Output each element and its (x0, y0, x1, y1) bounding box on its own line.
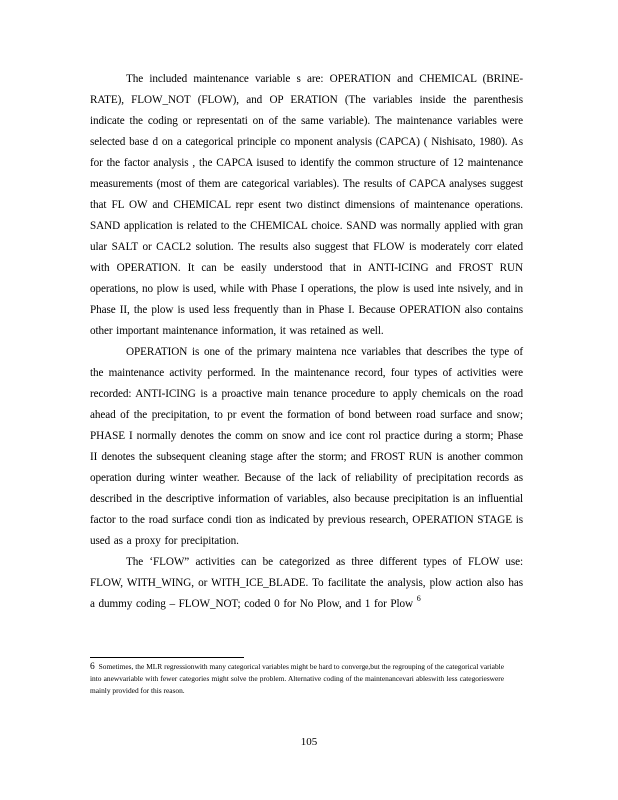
footnote-separator (90, 657, 244, 658)
page-number: 105 (300, 736, 318, 748)
paragraph-operation: OPERATION is one of the primary maintena nce variables that describes the type of the maintenance activity performed. In the maintenance record, four types of activities were recorded: ANTI-ICING is a proactive main tenance procedure to apply chemicals on the road ahead of the precipitation, to pr event the formation of bond between road surface and snow; PHASE I normally denotes the comm on snow and ice cont rol practice during a storm; Phase II denotes the subsequent cleaning stage after the storm; and FROST RUN is another common operation during winter weather. Because of the lack of reliability of precipitation records as described in the descriptive information of variables, also because precipitation is an influential factor to the road surface condi tion as indicated by previous research, OPERATION STAGE is used as a proxy for precipitation. (90, 346, 523, 547)
footnote-number: 6 (90, 662, 95, 672)
footnote (90, 661, 504, 697)
paragraph-maintenance-variables: The included maintenance variable s are: OPERATION and CHEMICAL (BRINE-RATE), FLOW_NOT (FLOW), and OP ERATION (The variables inside the parenthesis indicate the coding or representati on of the same variable). The maintenance variables were selected base d on a categorical principle co mponent analysis (CAPCA) ( Nishisato, 1980). As for the factor analysis , the CAPCA isused to identify the common structure of 12 maintenance measurements (most of them are categorical variables). The results of CAPCA analyses suggest that FL OW and CHEMICAL repr esent two distinct dimensions of maintenance operations. SAND application is related to the CHEMICAL choice. SAND was normally applied with gran ular SALT or CACL2 solution. The results also suggest that FLOW is moderately corr elated with OPERATION. It can be easily understood that in ANTI-ICING and FROST RUN operations, no plow is used, while with Phase I operations, the plow is used inte nsively, and in Phase II, the plow is used less frequently than in Phase I. Because OPERATION also contains other important maintenance information, it was retained as well. (90, 73, 523, 337)
footnote-text: Sometimes, the MLR regressionwith many categorical variables might be hard to converge,but the regrouping of the categorical variable into anewvariable with fewer categories might solve the problem. Alternative coding of the maintenancevari ableswith less categorieswere mainly provided for this reason. (90, 662, 504, 695)
body-text (90, 69, 523, 615)
paragraph-flow-text: The ‘FLOW” activities can be categorized as three different types of FLOW use: FLOW, WITH_WING, or WITH_ICE_BLADE. To facilitate the analysis, plow action also has a dummy coding – FLOW_NOT; coded 0 for No Plow, and 1 for Plow (90, 556, 523, 610)
footnote-reference[interactable]: 6 (416, 594, 421, 603)
paragraph-flow-activities (90, 552, 523, 615)
